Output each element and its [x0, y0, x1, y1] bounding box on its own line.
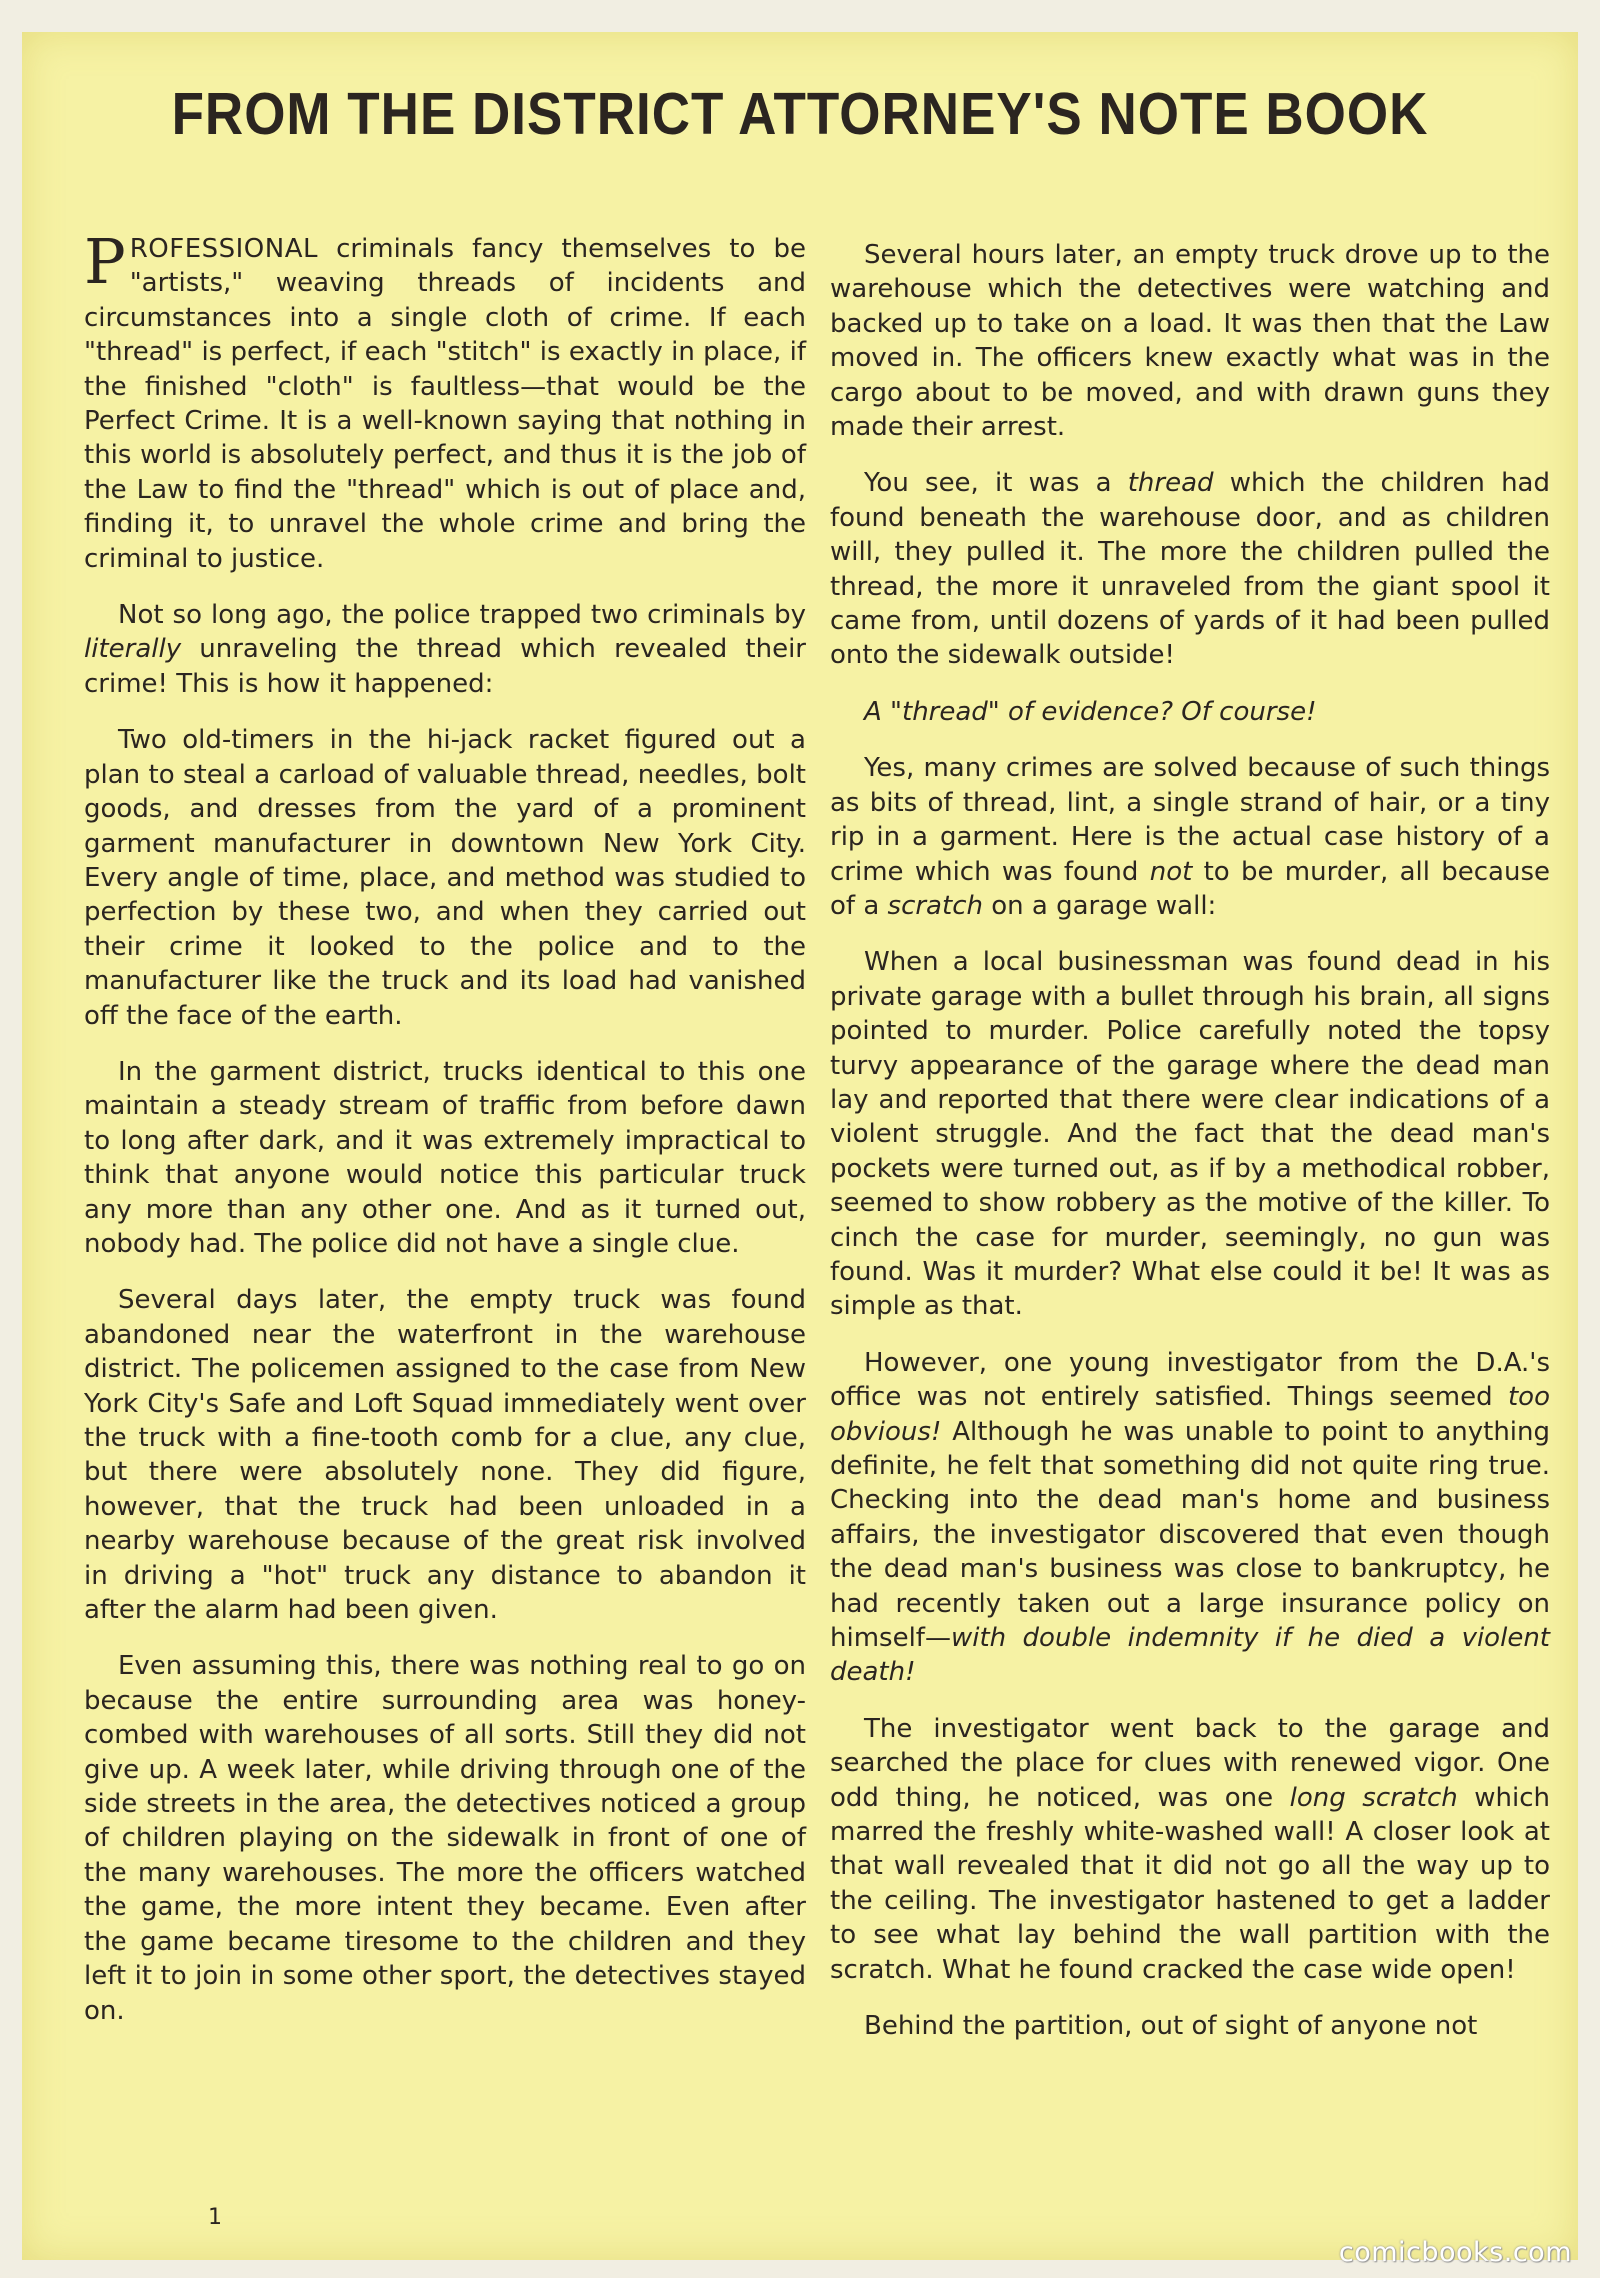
paragraph-text: unraveling the thread which revealed their crime! This is how it happened:: [84, 634, 806, 699]
paragraph: [830, 1712, 1550, 1987]
paragraph-text: The investigator went back to the garage and searched the place for clues with renewed vigor. One odd thing, he noticed, was one: [830, 1713, 1550, 1813]
right-column: [830, 238, 1550, 2066]
lead-caps: ROFESSIONAL: [129, 234, 318, 264]
paragraph: Several hours later, an empty truck drove up to the warehouse which the detectives were watching and backed up to take on a load. It was then that the Law moved in. The officers knew exactly what was in the cargo about to be moved, and with drawn guns they made their arrest.: [830, 240, 1550, 443]
paragraph: [830, 751, 1550, 923]
italic-text: long scratch: [1289, 1782, 1458, 1813]
paragraph-text: which the children had found beneath the warehouse door, and as children will, they pulled it. The more the children pulled the thread, the more it unraveled from the giant spool it came from, until dozens of yards of it had been pulled onto the sidewalk outside!: [830, 468, 1550, 671]
paragraph-text: Not so long ago, the police trapped two criminals by: [118, 600, 806, 631]
paragraph-text: Yes, many crimes are solved because of such things as bits of thread, lint, a single strand of hair, or a tiny rip in a garment. Here is the actual case history of a crime which was found: [830, 753, 1550, 887]
paragraph: When a local businessman was found dead in his private garage with a bullet through his brain, all signs pointed to murder. Police carefully noted the topsy turvy appearance of the garage where the dead man lay and reported that there were clear indications of a violent struggle. And the fact that the dead man's pockets were turned out, as if by a methodical robber, seemed to show robbery as the motive of the killer. To cinch the case for murder, seemingly, no gun was found. Was it murder? What else could it be! It was as simple as that.: [830, 947, 1550, 1322]
paragraph-text: You see, it was a: [864, 468, 1128, 499]
italic-text: literally: [84, 634, 182, 665]
italic-text: scratch: [887, 890, 983, 921]
paragraph-text: on a garage wall:: [982, 890, 1217, 921]
paragraph: Two old-timers in the hi-jack racket figured out a plan to steal a carload of valuable thread, needles, bolt goods, and dresses from the yard of a prominent garment manufacturer in downtown New York City. Every angle of time, place, and method was studied to perfection by these two, and when they carried out their crime it looked to the police and to the manufacturer like the truck and its load had vanished off the face of the earth.: [84, 725, 806, 1031]
italic-text: too obvious!: [830, 1382, 1550, 1447]
paragraph: [830, 1346, 1550, 1690]
italic-text: not: [1149, 856, 1193, 887]
paragraph: [830, 466, 1550, 672]
drop-cap: P: [84, 225, 126, 298]
italic-text: with double indemnity if he died a violent death!: [830, 1623, 1550, 1688]
source-watermark: comicbooks.com: [1338, 2237, 1572, 2268]
paragraph: A "thread" of evidence? Of course!: [864, 696, 1317, 727]
page-folio: 1: [208, 2205, 222, 2230]
paragraph: In the garment district, trucks identical to this one maintain a steady stream of traffic from before dawn to long after dark, and it was extremely impractical to think that anyone would notice this particular truck any more than any other one. And as it turned out, nobody had. The police did not have a single clue.: [84, 1056, 806, 1259]
paragraph: Several days later, the empty truck was found abandoned near the waterfront in the warehouse district. The policemen assigned to the case from New York City's Safe and Loft Squad immediately went over the truck with a fine-tooth comb for a clue, any clue, but there were absolutely none. They did figure, however, that the truck had been unloaded in a nearby warehouse because of the great risk involved in driving a "hot" truck any distance to abandon it after the alarm had been given.: [84, 1285, 806, 1626]
left-column: [84, 225, 806, 2050]
paragraph: [84, 598, 806, 701]
paragraph-text: However, one young investigator from the D.A.'s office was not entirely satisfied. Things seemed: [830, 1347, 1550, 1413]
paragraph-text: criminals fancy themselves to be "artists," weaving threads of incidents and circumstances into a single cloth of crime. If each "thread" is perfect, if each "stitch" is exactly in place, if the finished "cloth" is faultless—that would be the Perfect Crime. It is a well-known saying that nothing in this world is absolutely perfect, and thus it is the job of the Law to find the "thread" which is out of place and, finding it, to unravel the whole crime and bring the criminal to justice.: [84, 234, 806, 574]
paragraph: [84, 225, 806, 576]
comic-text-page: [22, 32, 1578, 2260]
page-title: FROM THE DISTRICT ATTORNEY'S NOTE BOOK: [171, 81, 1429, 148]
italic-text: thread: [1127, 468, 1214, 499]
paragraph-text: which marred the freshly white-washed wall! A closer look at that wall revealed that it did not go all the way up to the ceiling. The investigator hastened to get a ladder to see what lay behind the wall partition with the scratch. What he found cracked the case wide open!: [830, 1782, 1550, 1985]
paragraph: Even assuming this, there was nothing real to go on because the entire surrounding area was honey-combed with warehouses of all sorts. Still they did not give up. A week later, while driving through one of the side streets in the area, the detectives noticed a group of children playing on the sidewalk in front of one of the many warehouses. The more the officers watched the game, the more intent they became. Even after the game became tiresome to the children and they left it to join in some other sport, the detectives stayed on.: [84, 1651, 806, 2026]
paragraph: Behind the partition, out of sight of anyone not: [864, 2011, 1478, 2042]
paragraph-text: Although he was unable to point to anything definite, he felt that something did not quite ring true. Checking into the dead man's home and business affairs, the investigator discovered that even though the dead man's business was close to bankruptcy, he had recently taken out a large insurance policy on himself—: [830, 1416, 1550, 1654]
paragraph-text: to be murder, all because of a: [830, 856, 1550, 921]
